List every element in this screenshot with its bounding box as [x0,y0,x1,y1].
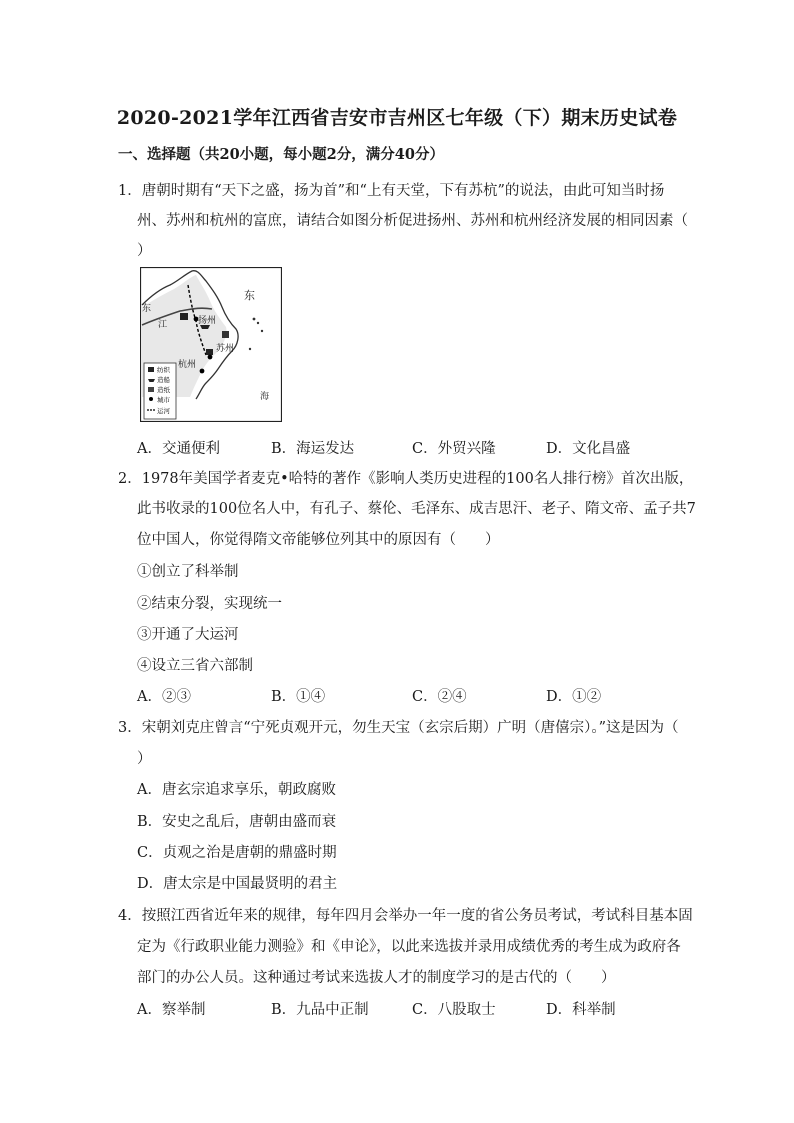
q3-option-a: A．唐玄宗追求享乐，朝政腐败 [137,782,336,798]
q4-option-a: A．察举制 [137,1002,206,1018]
question-2-item-1: ①创立了科举制 [137,564,239,580]
q1-option-b: B．海运发达 [271,441,355,457]
question-2-item-3: ③开通了大运河 [137,627,239,643]
map-label-dong: 东 [142,304,152,314]
question-1-line-1: 1．唐朝时期有“天下之盛，扬为首”和“上有天堂，下有苏杭”的说法，由此可知当时扬 [118,183,665,199]
question-4-line-2: 定为《行政职业能力测验》和《申论》，以此来选拔并录用成绩优秀的考生成为政府各 [137,939,681,955]
island [261,330,263,332]
map-label-jiang: 江 [158,320,168,330]
papermaking-icon [222,331,229,338]
map-label-suzhou: 苏州 [216,344,235,354]
q4-option-b: B．九品中正制 [271,1002,369,1018]
island [249,348,251,350]
question-2-line-1: 2．1978年美国学者麦克•哈特的著作《影响人类历史进程的100名人排行榜》首次出版， [118,471,694,487]
section-heading: 一、选择题（共20小题，每小题2分，满分40分） [118,146,444,163]
city-dot-icon [208,355,213,360]
q2-option-b: B．①④ [271,689,326,705]
svg-text:造纸: 造纸 [157,386,170,394]
map-label-sea: 海 [260,392,270,402]
svg-text:造船: 造船 [157,376,170,384]
question-2-line-3: 位中国人，你觉得隋文帝能够位列其中的原因有（ ） [137,532,500,548]
question-2-item-2: ②结束分裂，实现统一 [137,596,282,612]
island [257,322,259,324]
question-4-line-3: 部门的办公人员。这种通过考试来选拔人才的制度学习的是古代的（ ） [137,970,616,986]
question-1-map [140,267,282,422]
question-2-line-2: 此书收录的100位名人中，有孔子、蔡伦、毛泽东、成吉思汗、老子、隋文帝、孟子共7 [137,501,696,517]
question-3-line-1: 3．宋朝刘克庄曾言“宁死贞观开元，勿生天宝（玄宗后期）广明（唐僖宗）。”这是因为（ [118,720,679,736]
city-dot-icon [200,369,205,374]
map-label-east: 东 [244,289,255,302]
question-1-line-2: 州、苏州和杭州的富庶，请结合如图分析促进扬州、苏州和杭州经济发展的相同因素（ [137,213,688,229]
question-2-item-4: ④设立三省六部制 [137,658,253,674]
svg-text:城市: 城市 [157,396,170,404]
q1-option-c: C．外贸兴隆 [412,441,496,457]
q1-option-a: A．交通便利 [137,441,220,457]
textile-icon [180,313,188,320]
q2-option-c: C．②④ [412,689,467,705]
textile-icon [206,349,213,355]
map-label-hangzhou: 杭州 [178,360,197,370]
question-1-line-3: ） [137,243,152,259]
question-4-line-1: 4．按照江西省近年来的规律，每年四月会举办一年一度的省公务员考试，考试科目基本固 [118,908,693,924]
svg-text:纺织: 纺织 [157,366,170,374]
q4-option-c: C．八股取士 [412,1002,496,1018]
question-3-line-2: ） [137,751,152,767]
q3-option-c: C．贞观之治是唐朝的鼎盛时期 [137,845,337,861]
island [253,318,256,321]
svg-text:运河: 运河 [157,407,170,415]
q4-option-d: D．科举制 [546,1002,616,1018]
map-figure [140,267,282,422]
q2-option-d: D．①② [546,689,602,705]
q3-option-b: B．安史之乱后，唐朝由盛而衰 [137,814,337,830]
map-label-yangzhou: 扬州 [198,316,217,326]
q1-option-d: D．文化昌盛 [546,441,631,457]
page-title: 2020-2021学年江西省吉安市吉州区七年级（下）期末历史试卷 [116,107,678,129]
q3-option-d: D．唐太宗是中国最贤明的君主 [137,876,338,892]
q2-option-a: A．②③ [137,689,191,705]
